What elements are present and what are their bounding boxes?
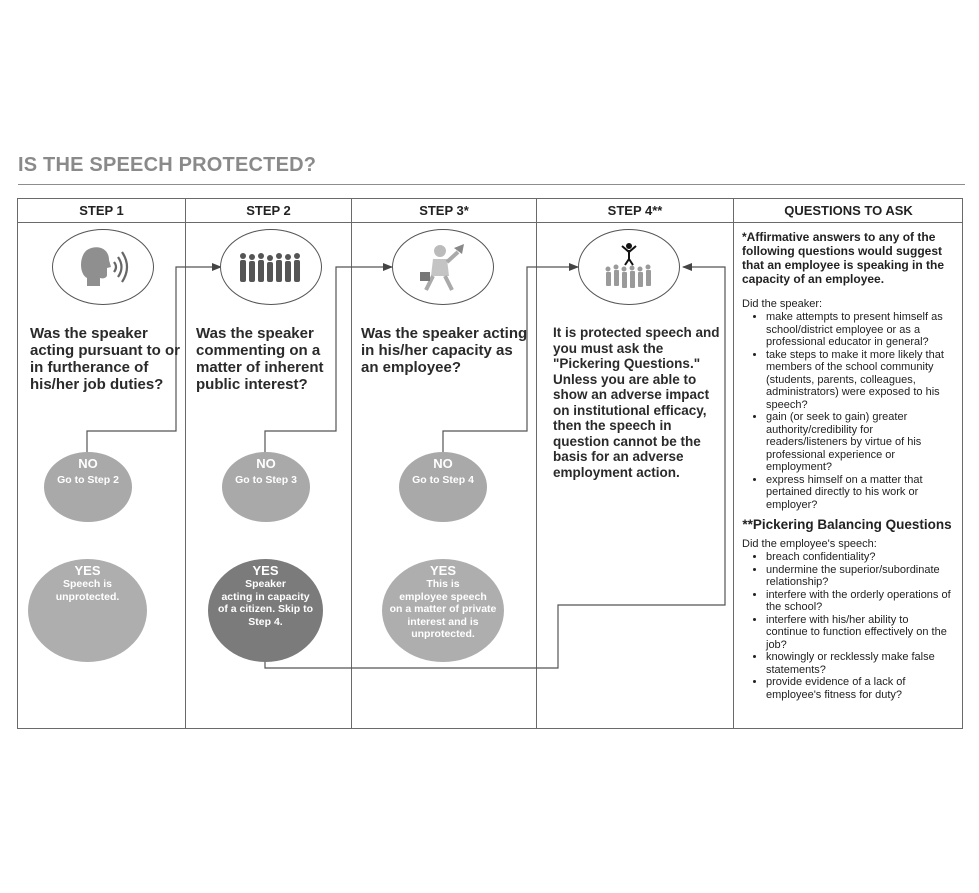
pickering-heading: **Pickering Balancing Questions [742, 517, 952, 532]
step-2-header: STEP 2 [246, 203, 291, 218]
list-item: • provide evidence of a lack of employee's fitness for duty? [766, 676, 952, 701]
yes-text-line: on a matter of private [389, 603, 497, 615]
yes-circle-step-1 [28, 559, 147, 662]
step-2-question: Was the speaker commenting on a matter of inherent public interest? [196, 325, 324, 393]
crowd-of-people-icon [220, 229, 322, 305]
step-4-statement: It is protected speech and you must ask the "Pickering Questions." Unless you are able to show an adverse impact on institutional efficacy, then the speech in question cannot be the basis for an adverse employment action. [553, 325, 720, 480]
affirmative-note: *Affirmative answers to any of the following questions would suggest that an employee is speaking in the capacity of an employee. [742, 230, 945, 286]
yes-circle-step-3 [382, 559, 504, 662]
no-circle-step-2 [222, 452, 310, 522]
list-item: • take steps to make it more likely that members of the school community (students, parents, colleagues, administrators) were exposed to his speech? [766, 349, 952, 412]
list-item: • breach confidentiality? [766, 551, 952, 564]
yes-text-line: Speaker [245, 578, 286, 590]
speaker-questions-list [742, 311, 952, 511]
no-label: NO [433, 456, 453, 471]
no-label: NO [78, 456, 98, 471]
step-4-header: STEP 4** [607, 203, 663, 218]
yes-text-line: unprotected. [55, 590, 120, 603]
yes-text-line: of a citizen. Skip to [217, 603, 314, 615]
speech-questions-lead: Did the employee's speech: [742, 538, 877, 550]
no-circle-step-1 [44, 452, 132, 522]
no-circle-step-3 [399, 452, 487, 522]
page-title: IS THE SPEECH PROTECTED? [18, 154, 317, 176]
yes-label: YES [74, 563, 101, 578]
yes-circle-step-2 [208, 559, 323, 662]
yes-text-line: unprotected. [411, 628, 475, 640]
list-item: • express himself on a matter that pertained directly to his work or employer? [766, 474, 952, 512]
yes-text-line: Step 4. [248, 615, 283, 628]
list-item: • gain (or seek to gain) greater authority/credibility for readers/listeners by virtue of his professional experience or employment? [766, 411, 952, 474]
no-instruction: Go to Step 2 [57, 474, 119, 486]
yes-label: YES [252, 563, 279, 578]
employee-worker-icon [392, 229, 494, 305]
questions-panel [742, 230, 952, 701]
yes-text-line: interest and is [407, 615, 479, 628]
yes-text-line: Speech is [62, 578, 113, 590]
no-label: NO [256, 456, 276, 471]
no-instruction: Go to Step 4 [412, 474, 474, 486]
step-3-header: STEP 3* [419, 203, 469, 218]
no-instruction: Go to Step 3 [235, 474, 297, 486]
speech-questions-list [742, 551, 952, 701]
step-1-header: STEP 1 [79, 203, 124, 218]
speaker-addressing-crowd-icon [578, 229, 680, 305]
step-3-question: Was the speaker acting in his/her capacity as an employee? [361, 325, 528, 376]
list-item: • make attempts to present himself as school/district employee or as a professional educator in general? [766, 311, 952, 349]
speaking-head-icon [52, 229, 154, 305]
step-1-question: Was the speaker acting pursuant to or in furtherance of his/her job duties? [30, 325, 180, 393]
yes-text-line: This is [426, 578, 460, 590]
speaker-questions-lead: Did the speaker: [742, 298, 823, 310]
list-item: • interfere with the orderly operations of the school? [766, 589, 952, 614]
list-item: • interfere with his/her ability to continue to function effectively on the job? [766, 614, 952, 652]
list-item: • knowingly or recklessly make false statements? [766, 651, 952, 676]
yes-text-line: employee speech [399, 590, 487, 603]
list-item: • undermine the superior/subordinate relationship? [766, 564, 952, 589]
yes-text-line: acting in capacity [221, 590, 310, 603]
questions-header: QUESTIONS TO ASK [784, 203, 913, 218]
yes-label: YES [429, 563, 456, 578]
